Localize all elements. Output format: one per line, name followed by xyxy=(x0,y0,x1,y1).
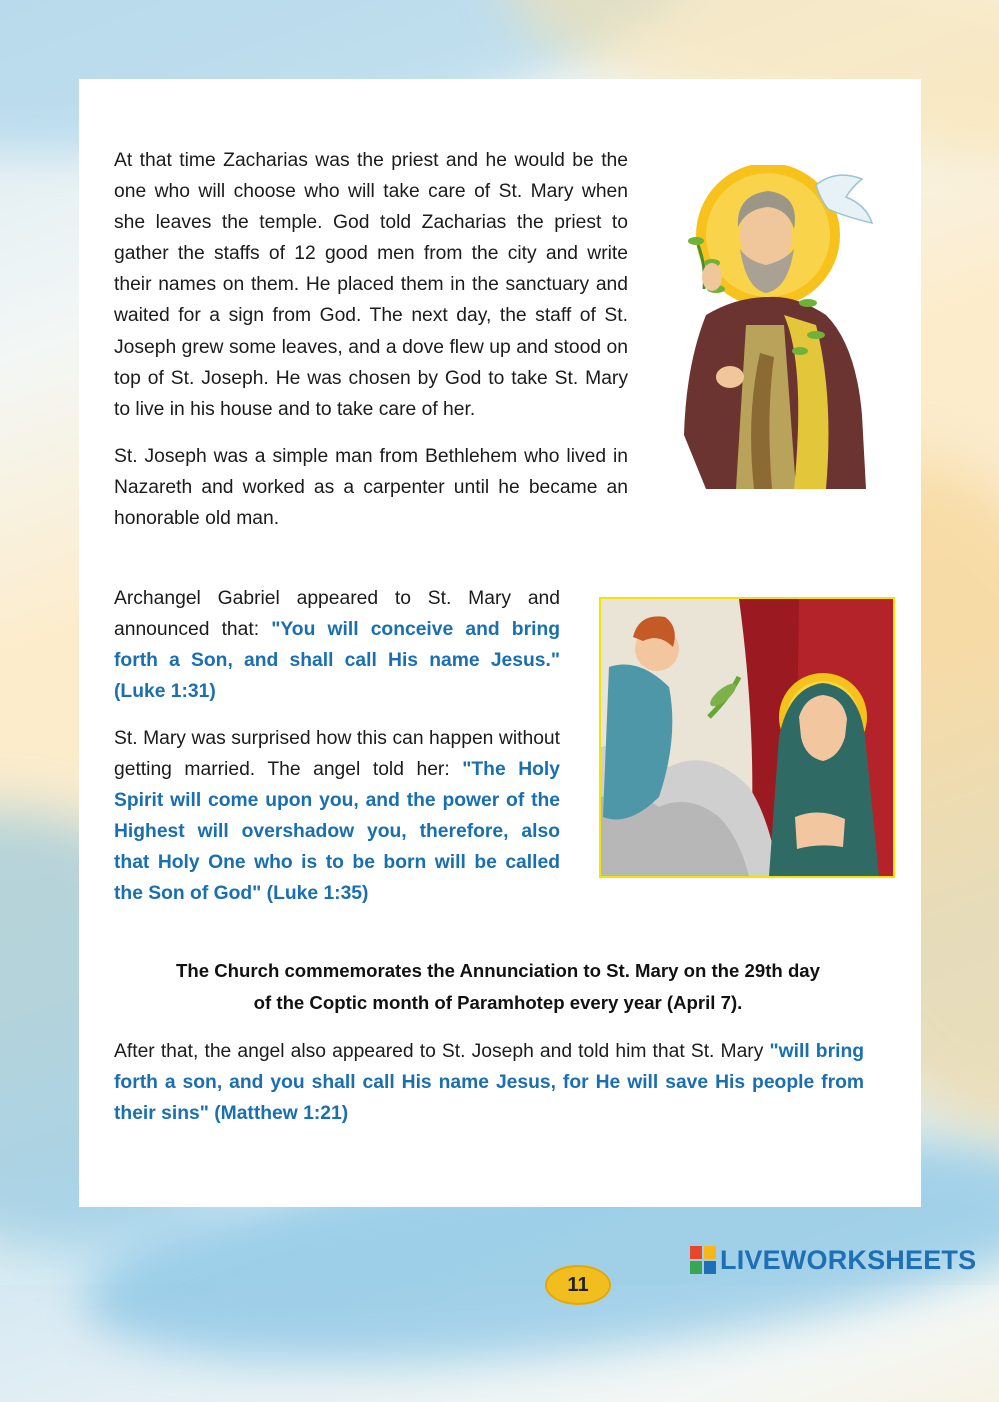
note-line-2: of the Coptic month of Paramhotep every year (April 7). xyxy=(253,992,743,1013)
annunciation-illustration xyxy=(599,597,895,878)
page-number-badge: 11 xyxy=(545,1265,611,1305)
paragraph-mary-surprised xyxy=(114,723,560,910)
luke-1-35-quote: "The Holy Spirit will come upon you, and the power of the Highest will overshadow you, therefore, also that Holy One who is to be born will be called the Son of God" (Luke 1:35) xyxy=(114,759,560,905)
liveworksheets-logo-icon xyxy=(690,1246,716,1274)
matthew-1-21-quote: "will bring forth a son, and you shall call His name Jesus, for He will save His people from their sins" (Matthew 1:21) xyxy=(114,1041,864,1125)
st-joseph-illustration xyxy=(676,165,894,489)
angel-joseph-intro: After that, the angel also appeared to St. Joseph and told him that St. Mary xyxy=(114,1041,770,1062)
gabriel-intro: Archangel Gabriel appeared to St. Mary and announced that: xyxy=(114,588,560,641)
liveworksheets-wordmark: LIVEWORKSHEETS xyxy=(720,1244,977,1275)
paragraph-gabriel xyxy=(114,583,560,707)
mary-surprised-intro: St. Mary was surprised how this can happen without getting married. The angel told her: xyxy=(114,728,560,781)
paragraph-zacharias: At that time Zacharias was the priest and he would be the one who will choose who will take care of St. Mary when she leaves the temple. God told Zacharias the priest to gather the staffs of 12 good men from the city and write their names on them. He placed them in the sanctuary and waited for a sign from God. The next day, the staff of St. Joseph grew some leaves, and a dove flew up and stood on top of St. Joseph. He was chosen by God to take St. Mary to live in his house and to take care of her. xyxy=(114,150,628,420)
liveworksheets-branding xyxy=(690,1244,976,1276)
paragraph-joseph: St. Joseph was a simple man from Bethlehem who lived in Nazareth and worked as a carpenter until he became an honorable old man. xyxy=(114,446,628,530)
annunciation-feast-note xyxy=(114,955,882,1019)
note-line-1: The Church commemorates the Annunciation to St. Mary on the 29th day xyxy=(176,960,820,981)
luke-1-31-quote: "You will conceive and bring forth a Son, and shall call His name Jesus." (Luke 1:31) xyxy=(114,619,560,703)
paragraph-angel-joseph xyxy=(114,1036,864,1129)
